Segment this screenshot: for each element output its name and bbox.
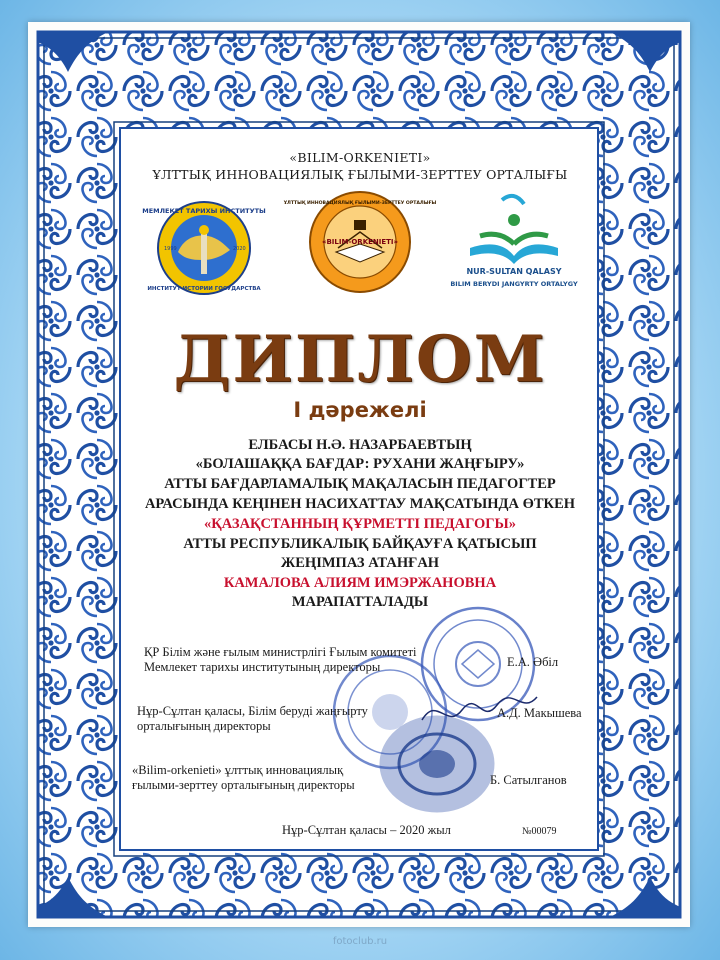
signatory-1-line1: ҚР Білім және ғылым министрлігі Ғылым комитеті bbox=[144, 645, 417, 659]
right-logo-line2: BILIM BERYDI JANGYRTY ORTALYGY bbox=[450, 280, 578, 288]
signatory-1-title bbox=[144, 645, 417, 675]
body-line-3: АТТЫ БАҒДАРЛАМАЛЫҚ МАҚАЛАСЫН ПЕДАГОГТЕР bbox=[164, 476, 556, 492]
signatory-2-line2: орталығының директоры bbox=[137, 719, 271, 733]
diploma-number: №00079 bbox=[522, 826, 557, 837]
organization-name: «BILIM-ORKENIETI» bbox=[289, 150, 431, 165]
state-history-institute-logo bbox=[142, 200, 266, 296]
signatory-1-name: Е.А. Әбіл bbox=[507, 655, 559, 669]
center-logo-ring-text: ҰЛТТЫҚ ИННОВАЦИЯЛЫҚ ҒЫЛЫМИ-ЗЕРТТЕУ ОРТАЛЫҒЫ bbox=[283, 201, 437, 206]
body-line-5: АТТЫ РЕСПУБЛИКАЛЫҚ БАЙҚАУҒА ҚАТЫСЫП bbox=[183, 536, 537, 552]
signatory-2-title bbox=[137, 704, 368, 734]
left-logo-top-text: МЕМЛЕКЕТ ТАРИХЫ ИНСТИТУТЫ bbox=[142, 207, 266, 215]
body-line-2: «БОЛАШАҚҚА БАҒДАР: РУХАНИ ЖАҢҒЫРУ» bbox=[195, 456, 525, 472]
organization-subtitle: ҰЛТТЫҚ ИННОВАЦИЯЛЫҚ ҒЫЛЫМИ-ЗЕРТТЕУ ОРТАЛЫҒЫ bbox=[152, 167, 568, 182]
watermark: fotoclub.ru bbox=[332, 936, 388, 947]
diploma-degree: I дәрежелі bbox=[293, 398, 427, 422]
signatory-3-name: Б. Сатылганов bbox=[490, 773, 567, 787]
signatory-2-line1: Нұр-Сұлтан қаласы, Білім беруді жаңғырту bbox=[137, 704, 368, 718]
body-line-1: ЕЛБАСЫ Н.Ә. НАЗАРБАЕВТЫҢ bbox=[248, 437, 472, 453]
signatory-2-name: А.Д. Макышева bbox=[497, 706, 582, 720]
body-line-6: ЖЕҢІМПАЗ АТАНҒАН bbox=[280, 555, 440, 571]
education-modernization-center-logo bbox=[450, 190, 580, 295]
bilim-orkenieti-logo bbox=[283, 190, 437, 294]
signatory-3-line2: ғылыми-зерттеу орталығының директоры bbox=[132, 778, 355, 792]
left-logo-year-left: 1999 bbox=[164, 246, 177, 252]
body-line-4: АРАСЫНДА КЕҢІНЕН НАСИХАТТАУ МАҚСАТЫНДА ӨТКЕН bbox=[144, 496, 576, 512]
signatory-3-line1: «Bilim-orkenieti» ұлттық инновациялық bbox=[132, 763, 344, 777]
signatory-3-title bbox=[132, 763, 355, 793]
signatory-1-line2: Мемлекет тарихы институтының директоры bbox=[144, 660, 381, 674]
diploma-title: ДИПЛОМ bbox=[173, 322, 547, 397]
left-logo-year-right: 2020 bbox=[233, 246, 246, 252]
contest-name: «ҚАЗАҚСТАННЫҢ ҚҰРМЕТТІ ПЕДАГОГЫ» bbox=[204, 516, 516, 532]
body-line-7: МАРАПАТТАЛАДЫ bbox=[291, 594, 429, 610]
place-year: Нұр-Сұлтан қаласы – 2020 жыл bbox=[282, 823, 451, 837]
recipient-name: КАМАЛОВА АЛИЯМ ИМЭРЖАНОВНА bbox=[223, 575, 497, 591]
left-logo-bottom-text: ИНСТИТУТ ИСТОРИИ ГОСУДАРСТВА bbox=[147, 286, 261, 292]
center-logo-brand: «BILIM-ORKENIETI» bbox=[321, 238, 399, 246]
right-logo-line1: NUR-SULTAN QALASY bbox=[466, 267, 562, 276]
